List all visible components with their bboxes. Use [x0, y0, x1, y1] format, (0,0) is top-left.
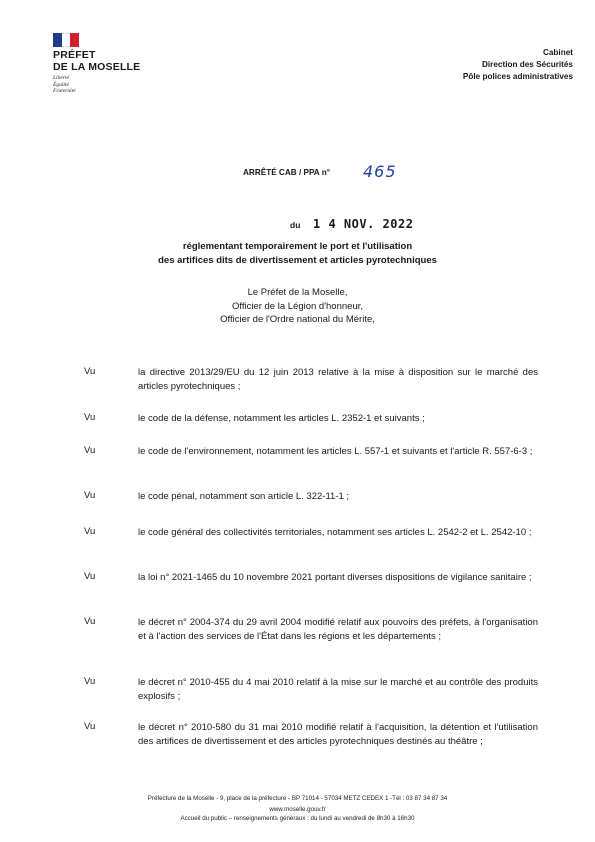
vu-label: Vu — [84, 676, 96, 687]
consideration-item: la loi n° 2021-1465 du 10 novembre 2021 portant diverses dispositions de vigilance sanitaire ; — [138, 572, 532, 583]
signatory-block — [0, 286, 595, 327]
service-pole: Pôle polices administratives — [462, 72, 573, 82]
prefecture-logo — [53, 33, 163, 95]
consideration-item: la directive 2013/29/EU du 12 juin 2013 relative à la mise à disposition sur le marché des articles pyrotechniques ; — [138, 367, 538, 392]
footer-address: Préfecture de la Moselle - 9, place de la préfecture - BP 71014 - 57034 METZ CEDEX 1 -Tél : 03 87 34 87 34 — [147, 795, 448, 802]
consideration-item: le code de l'environnement, notamment les articles L. 557-1 et suivants et l'article R. 557-6-3 ; — [138, 446, 533, 457]
signatory-title: Le Préfet de la Moselle, — [247, 287, 348, 298]
footer-opening-hours: Accueil du public – renseignements généraux : du lundi au vendredi de 8h30 à 16h30 — [180, 815, 415, 822]
motto-liberte: Liberté — [53, 75, 69, 81]
service-header — [463, 47, 573, 84]
arrete-label: ARRÊTÉ CAB / PPA n° — [243, 168, 330, 177]
motto-egalite: Égalité — [53, 81, 69, 88]
vu-label: Vu — [84, 616, 96, 627]
consideration-item: le décret n° 2010-455 du 4 mai 2010 relatif à la mise sur le marché et au contrôle des produits explosifs ; — [138, 677, 538, 702]
republic-motto — [53, 75, 163, 95]
vu-label: Vu — [84, 526, 96, 537]
service-direction: Direction des Sécurités — [481, 60, 573, 70]
service-cabinet: Cabinet — [542, 48, 573, 57]
marianne-flag-icon — [53, 33, 79, 47]
logo-title-line2: DE LA MOSELLE — [53, 61, 141, 73]
consideration-item: le décret n° 2004-374 du 29 avril 2004 modifié relatif aux pouvoirs des préfets, à l'organisation et à l'action des services de l'État dans les régions et les départements ; — [138, 617, 538, 642]
vu-label: Vu — [84, 412, 96, 423]
vu-label: Vu — [84, 445, 96, 456]
signatory-honour-1: Officier de la Légion d'honneur, — [231, 300, 364, 312]
consideration-item: le décret n° 2010-580 du 31 mai 2010 modifié relatif à l'acquisition, la détention et l'utilisation des artifices de divertissement et des articles pyrotechniques destinés au théâtre ; — [138, 722, 538, 747]
date-prefix: du — [290, 220, 301, 230]
arrete-handwritten-number: 465 — [363, 162, 397, 181]
date-stamp: 1 4 NOV. 2022 — [313, 217, 414, 231]
logo-title-line1: PRÉFET — [53, 49, 96, 61]
consideration-item: le code pénal, notamment son article L. 322-11-1 ; — [138, 491, 350, 502]
vu-label: Vu — [84, 490, 96, 501]
consideration-item: le code de la défense, notamment les articles L. 2352-1 et suivants ; — [138, 413, 425, 424]
arrete-subject — [0, 240, 595, 267]
subject-line: réglementant temporairement le port et l'utilisation — [182, 241, 413, 252]
footer-website: www.moselle.gouv.fr — [269, 806, 326, 813]
vu-label: Vu — [84, 571, 96, 582]
subject-line: des artifices dits de divertissement et articles pyrotechniques — [158, 254, 437, 266]
motto-fraternite: Fraternité — [53, 88, 76, 94]
vu-label: Vu — [84, 721, 96, 732]
consideration-item: le code général des collectivités territoriales, notamment ses articles L. 2542-2 et L. 2542-10 ; — [138, 527, 532, 538]
signatory-honour-2: Officier de l'Ordre national du Mérite, — [220, 314, 375, 325]
vu-label: Vu — [84, 366, 96, 377]
